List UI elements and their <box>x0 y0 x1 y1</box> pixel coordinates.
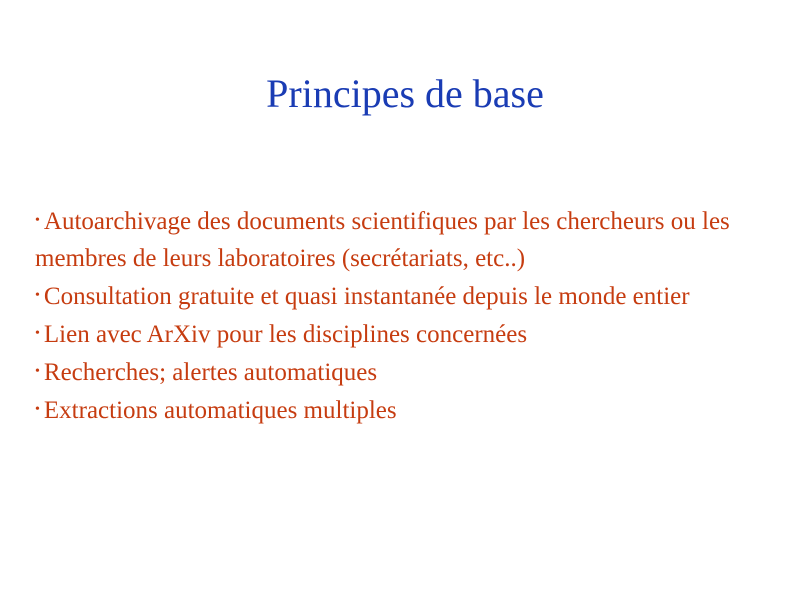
bullet-text: Consultation gratuite et quasi instantanée depuis le monde entier <box>43 283 690 310</box>
bullet-icon: • <box>35 402 40 417</box>
bullet-item <box>35 202 735 277</box>
bullet-icon: • <box>35 364 40 379</box>
bullet-text: Recherches; alertes automatiques <box>43 359 378 386</box>
bullet-item <box>35 315 735 353</box>
bullet-text: Extractions automatiques multiples <box>43 397 397 424</box>
bullet-icon: • <box>35 213 40 228</box>
slide-title: Principes de base <box>266 71 544 116</box>
bullet-item <box>35 277 735 315</box>
bullet-text: Lien avec ArXiv pour les disciplines concernées <box>43 321 528 348</box>
bullet-icon: • <box>35 326 40 341</box>
bullet-icon: • <box>35 288 40 303</box>
bullet-text: Autoarchivage des documents scientifiques par les chercheurs ou les membres de leurs laboratoires (secrétariats, etc..) <box>35 208 730 272</box>
bullet-item <box>35 353 735 391</box>
bullet-item <box>35 391 735 429</box>
bullet-list <box>35 202 735 429</box>
